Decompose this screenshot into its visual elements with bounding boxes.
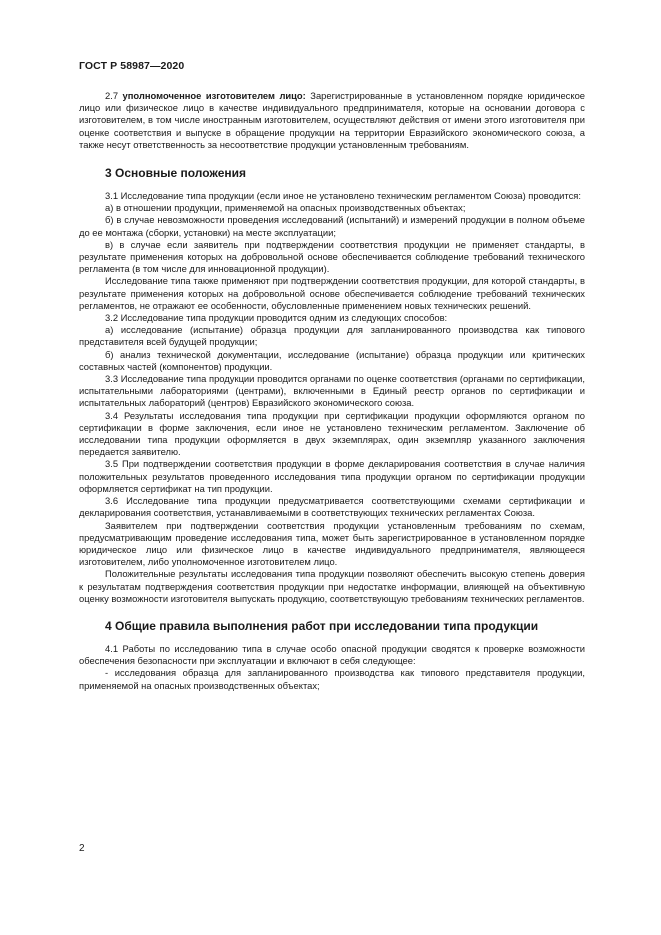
para-3-1-a: а) в отношении продукции, применяемой на опасных производственных объектах; bbox=[105, 202, 466, 214]
para-3-6-results: Положительные результаты исследования типа продукции позволяют обеспечить высокую степень доверия к результатам подтверждения соответствия продукции при недостатке информации, влияющей на объективную оценку возможности изготовителя выпускать продукцию, соответствующую требованиям технических регламентов. bbox=[79, 568, 585, 604]
para-3-2: 3.2 Исследование типа продукции проводится одним из следующих способов: bbox=[105, 312, 448, 324]
document-body bbox=[79, 90, 585, 692]
page-number: 2 bbox=[79, 843, 85, 854]
para-3-6-applicant: Заявителем при подтверждении соответствия продукции установленным требованиям по схемам, предусматривающим проведение исследования типа, может быть зарегистрированное в установленном порядке юридическое лицо или физическое лицо в качестве индивидуального предпринимателя, являющееся изготовителем, либо уполномоченное изготовителем лицо. bbox=[79, 519, 585, 568]
para-3-2-b: б) анализ технической документации, исследование (испытание) образца продукции или критических составных частей (компонентов) продукции. bbox=[79, 348, 585, 372]
para-3-3: 3.3 Исследование типа продукции проводится органами по оценке соответствия (органами по сертификации, испытательными лабораториями (центрами), включенными в Единый реестр органов по сертификации и испытательных лабораторий (центров) Евразийского экономического союза. bbox=[79, 373, 585, 409]
para-4-1: 4.1 Работы по исследованию типа в случае особо опасной продукции сводятся к проверке возможности обеспечения безопасности при эксплуатации и включают в себя следующее: bbox=[79, 642, 585, 667]
para-3-2-a: а) исследование (испытание) образца продукции для запланированного производства как типового представителя всей будущей продукции; bbox=[79, 324, 585, 348]
section-4-heading: 4 Общие правила выполнения работ при исследовании типа продукции bbox=[105, 618, 539, 633]
para-3-1-b: б) в случае невозможности проведения исследований (испытаний) и измерений продукции в полном объеме до ее монтажа (сборки, установки) на месте эксплуатации; bbox=[79, 214, 585, 238]
definition-text: Зарегистрированные в установленном порядке юридическое лицо или физическое лицо в качестве индивидуального предпринимателя, которые на основании договора с изготовителем, в том числе иностранным изготовителем, осуществляют действия от имени этого изготовителя при оценке соответствия и выпуске в обращение продукции на территории Евразийского экономического союза, а также несут ответственность за несоответствие продукции установленным требованиям. bbox=[79, 90, 585, 150]
para-3-4: 3.4 Результаты исследования типа продукции при сертификации продукции оформляются органом по сертификации в форме заключения, если иное не установлено техническим регламентом. Заключение об исследовании типа продукции оформляется в двух экземплярах, один экземпляр указанного заключения передается заявителю. bbox=[79, 409, 585, 458]
definition-term: уполномоченное изготовителем лицо: bbox=[122, 90, 306, 101]
para-3-5: 3.5 При подтверждении соответствия продукции в форме декларирования соответствия в случае наличия положительных результатов проведенного исследования типа продукции органом по сертификации продукции оформляется сертификат на тип продукции. bbox=[79, 458, 585, 494]
section-3-heading: 3 Основные положения bbox=[105, 166, 247, 181]
document-header: ГОСТ Р 58987—2020 bbox=[79, 60, 185, 72]
definition-number: 2.7 bbox=[105, 90, 123, 101]
para-3-6: 3.6 Исследование типа продукции предусматривается соответствующими схемами сертификации и декларирования соответствия, устанавливаемыми в соответствующих технических регламентах Союза. bbox=[79, 495, 585, 519]
definition-2-7 bbox=[79, 90, 585, 151]
para-3-1-c: в) в случае если заявитель при подтверждении соответствия продукции не применяет стандарты, в результате применения которых на добровольной основе обеспечивается соблюдение требований технического регламента (в том числе для инновационной продукции). bbox=[79, 238, 585, 275]
para-4-1-item: - исследования образца для запланированного производства как типового представителя продукции, применяемой на опасных производственных объектах; bbox=[79, 667, 585, 691]
para-3-1: 3.1 Исследование типа продукции (если иное не установлено техническим регламентом Союза) проводится: bbox=[105, 190, 581, 202]
para-3-1-note: Исследование типа также применяют при подтверждении соответствия продукции, для которой стандарты, в результате применения которых на добровольной основе обеспечивается соблюдение требований технических регламентов, не отражают ее особенности, обусловленные применением новых технических решений. bbox=[79, 275, 585, 311]
